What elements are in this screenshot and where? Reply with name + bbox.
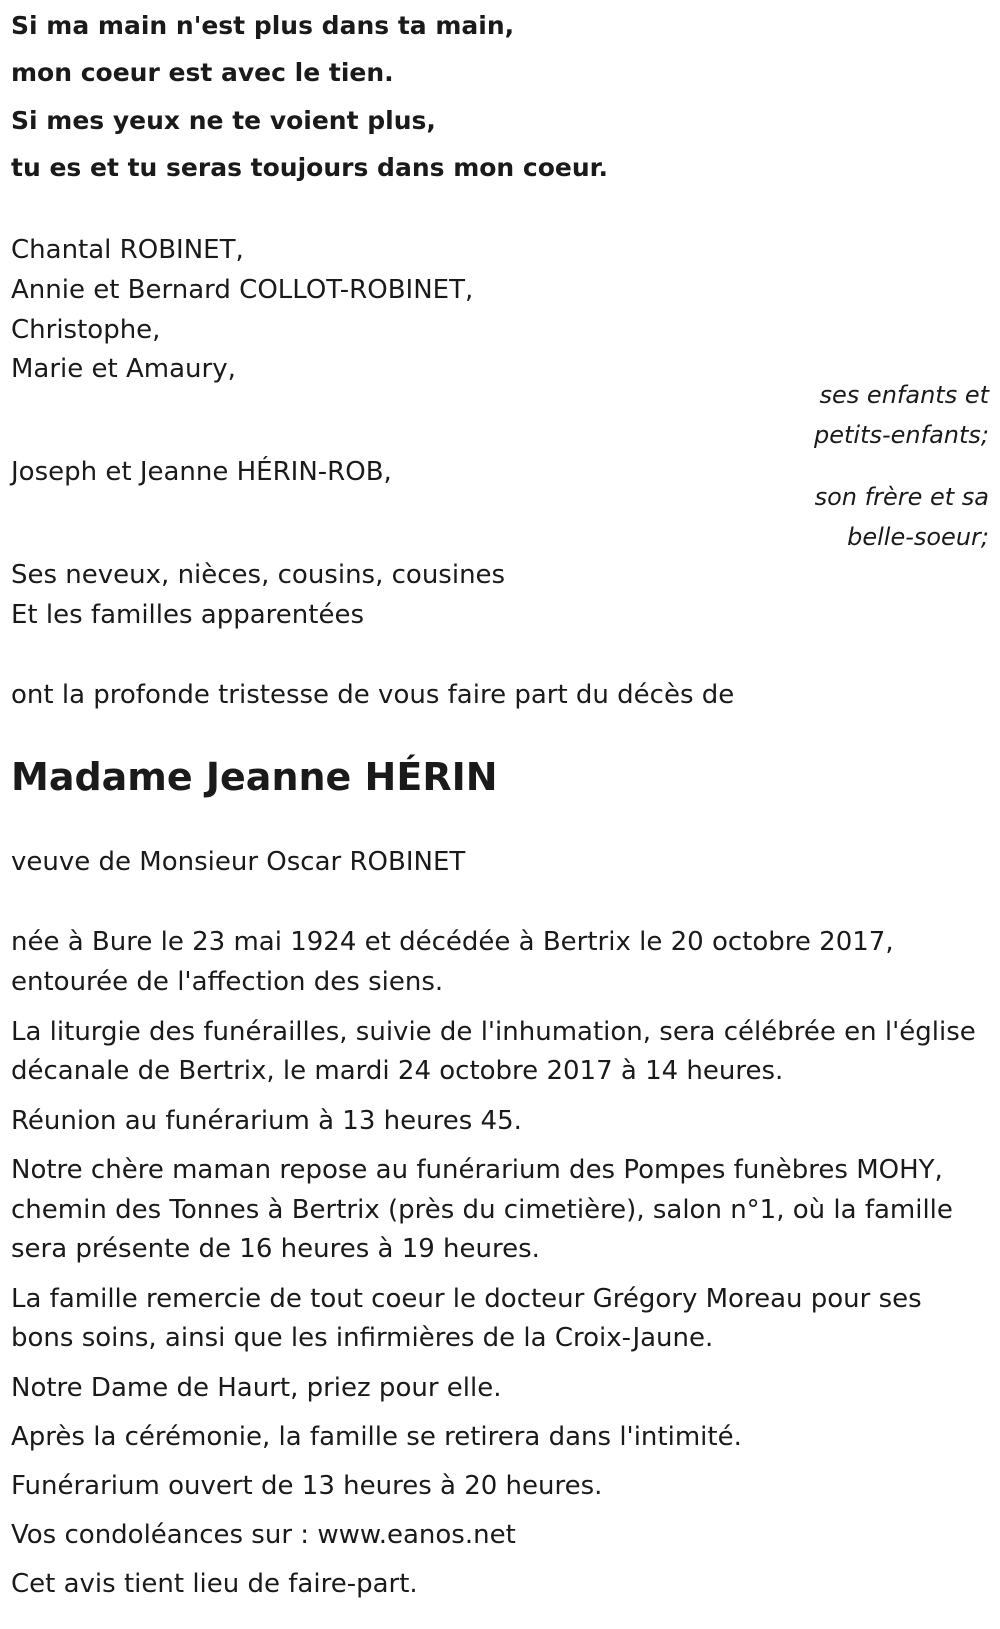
- thanks-line: bons soins, ainsi que les infirmières de la Croix-Jaune.: [11, 1323, 714, 1353]
- poem-line: tu es et tu seras toujours dans mon coeur.: [11, 153, 608, 182]
- repose-line: chemin des Tonnes à Bertrix (près du cimetière), salon n°1, où la famille: [11, 1195, 953, 1225]
- relation-sibling-line: belle-soeur;: [847, 523, 989, 551]
- relation-sibling-line: son frère et sa: [814, 483, 989, 511]
- liturgy-line: décanale de Bertrix, le mardi 24 octobre 2017 à 14 heures.: [11, 1056, 784, 1086]
- closing: Cet avis tient lieu de faire-part.: [11, 1569, 418, 1599]
- widow-of: veuve de Monsieur Oscar ROBINET: [11, 847, 466, 877]
- funerarium-hours: Funérarium ouvert de 13 heures à 20 heures.: [11, 1471, 603, 1501]
- poem-line: mon coeur est avec le tien.: [11, 58, 394, 87]
- family-member: Annie et Bernard COLLOT-ROBINET,: [11, 275, 474, 305]
- poem-line: Si ma main n'est plus dans ta main,: [11, 11, 515, 40]
- family-member: Chantal ROBINET,: [11, 235, 244, 265]
- liturgy-line: La liturgie des funérailles, suivie de l'inhumation, sera célébrée en l'église: [11, 1017, 976, 1047]
- repose-line: Notre chère maman repose au funérarium des Pompes funèbres MOHY,: [11, 1155, 943, 1185]
- birth-death-line: entourée de l'affection des siens.: [11, 967, 444, 997]
- relation-children-line: ses enfants et: [819, 381, 989, 409]
- after-ceremony: Après la cérémonie, la famille se retirera dans l'intimité.: [11, 1422, 742, 1452]
- family-others: Et les familles apparentées: [11, 600, 365, 630]
- deceased-name: Madame Jeanne HÉRIN: [11, 755, 498, 799]
- thanks-line: La famille remercie de tout coeur le docteur Grégory Moreau pour ses: [11, 1284, 922, 1314]
- family-sibling: Joseph et Jeanne HÉRIN-ROB,: [11, 457, 392, 487]
- announcement: ont la profonde tristesse de vous faire part du décès de: [11, 680, 735, 710]
- condolences: Vos condoléances sur : www.eanos.net: [11, 1520, 516, 1550]
- relation-children-line: petits-enfants;: [814, 421, 989, 449]
- repose-line: sera présente de 16 heures à 19 heures.: [11, 1234, 540, 1264]
- family-member: Christophe,: [11, 315, 161, 345]
- prayer: Notre Dame de Haurt, priez pour elle.: [11, 1373, 502, 1403]
- family-others: Ses neveux, nièces, cousins, cousines: [11, 560, 506, 590]
- poem-line: Si mes yeux ne te voient plus,: [11, 106, 436, 135]
- birth-death-line: née à Bure le 23 mai 1924 et décédée à Bertrix le 20 octobre 2017,: [11, 927, 894, 957]
- reunion: Réunion au funérarium à 13 heures 45.: [11, 1106, 522, 1136]
- family-member: Marie et Amaury,: [11, 354, 236, 384]
